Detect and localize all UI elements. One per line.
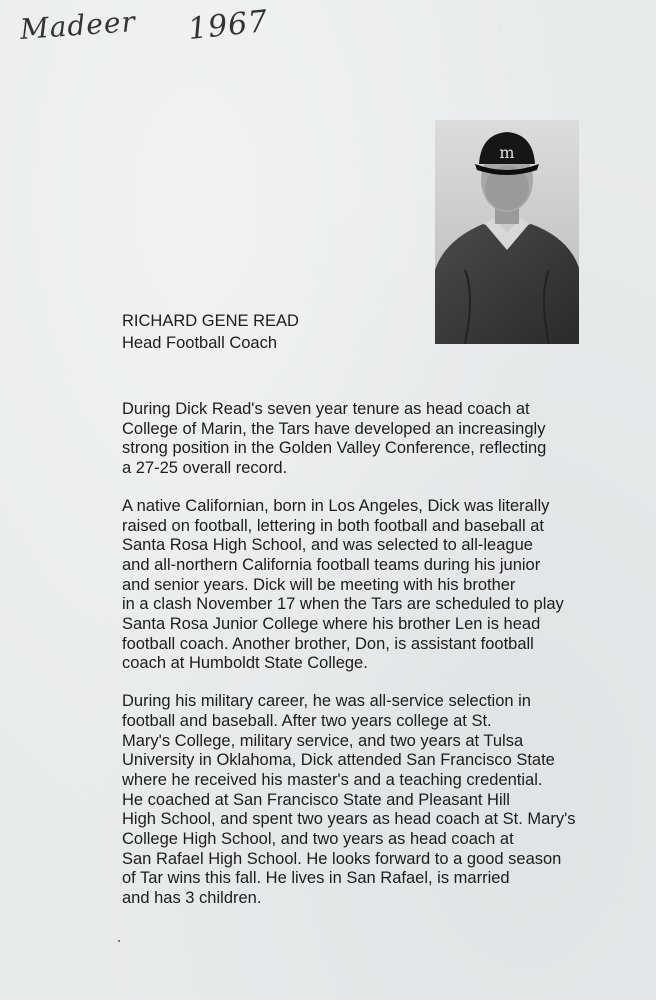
text-line: San Rafael High School. He looks forward to a good season	[122, 849, 562, 868]
text-line: He coached at San Francisco State and Pleasant Hill	[122, 790, 510, 809]
text-line: a 27-25 overall record.	[122, 459, 288, 478]
text-line: where he received his master's and a teaching credential.	[122, 770, 543, 789]
text-line: University in Oklahoma, Dick attended San Francisco State	[122, 751, 555, 770]
text-line: raised on football, lettering in both football and baseball at	[122, 516, 544, 535]
paragraph-tenure	[122, 400, 602, 479]
text-line: College of Marin, the Tars have developed an increasingly	[122, 419, 546, 438]
text-line: Santa Rosa High School, and was selected to all-league	[122, 536, 533, 555]
handwritten-year: 1967	[186, 3, 270, 48]
paragraph-career	[122, 692, 602, 909]
text-line: football and baseball. After two years college at St.	[122, 711, 492, 730]
text-line: of Tar wins this fall. He lives in San Rafael, is married	[122, 869, 510, 888]
coach-title: Head Football Coach	[122, 334, 278, 352]
svg-text:m: m	[499, 143, 515, 162]
text-line: College High School, and two years as head coach at	[122, 830, 514, 849]
text-line: During his military career, he was all-service selection in	[122, 692, 531, 711]
text-line: During Dick Read's seven year tenure as head coach at	[122, 400, 530, 418]
text-line: in a clash November 17 when the Tars are scheduled to play	[122, 595, 564, 614]
text-line: A native Californian, born in Los Angeles, Dick was literally	[122, 496, 550, 515]
handwritten-annotation	[18, 3, 270, 48]
paragraph-background	[122, 497, 602, 674]
page-speck	[118, 940, 120, 942]
handwritten-name: Madeer	[18, 5, 137, 46]
text-line: High School, and spent two years as head coach at St. Mary's	[122, 810, 576, 829]
text-line: and senior years. Dick will be meeting with his brother	[122, 575, 516, 594]
coach-heading	[122, 310, 299, 354]
text-line: football coach. Another brother, Don, is assistant football	[122, 634, 534, 653]
text-line: and has 3 children.	[122, 889, 262, 908]
biography	[122, 400, 602, 927]
coach-name: RICHARD GENE READ	[122, 312, 299, 330]
text-line: Mary's College, military service, and two years at Tulsa	[122, 731, 524, 750]
text-line: coach at Humboldt State College.	[122, 654, 368, 673]
coach-photo	[435, 120, 579, 344]
text-line: and all-northern California football teams during his junior	[122, 555, 541, 574]
text-line: Santa Rosa Junior College where his brother Len is head	[122, 615, 541, 634]
text-line: strong position in the Golden Valley Conference, reflecting	[122, 439, 547, 458]
